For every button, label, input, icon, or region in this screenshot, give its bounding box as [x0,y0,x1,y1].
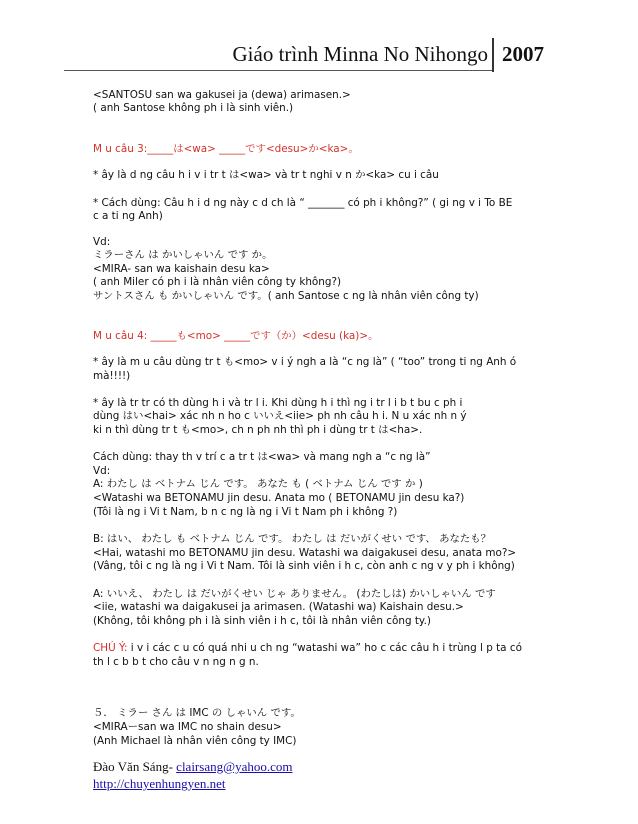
text-line: * ây là tr tr có th dùng h i và tr l i. Khi dùng h i thì ng i tr l i b t bu c ph i [93,397,463,409]
note-text: i v i các c u có quá nhi u ch ng “watashi wa” ho c các câu h i trùng l p ta có [127,642,522,654]
text-line: ５． ミラー さん は IMC の しゃいん です。 [93,707,301,719]
text-line: mà!!!!) [93,370,131,382]
text-line: <iie, watashi wa daigakusei ja arimasen. (Watashi wa) Kaishain desu.> [93,601,464,613]
text-line: (Tôi là ng i Vi t Nam, b n c ng là ng i Vi t Nam ph i không ?) [93,506,398,518]
text-line: Vd: [93,465,111,477]
text-line: <MIRAーsan wa IMC no shain desu> [93,721,282,733]
header-title: Giáo trình Minna No Nihongo [232,42,488,66]
text-line: * ây là d ng câu h i v i tr t は<wa> và tr t nghi v n か<ka> cu i câu [93,169,439,181]
text-line: B: はい、 わたし も ベトナム じん です。 わたし は だいがくせい です、 あなたも？ [93,533,492,545]
text-line: (Không, tôi không ph i là sinh viên i h c, tôi là nhân viên công ty.) [93,615,431,627]
text-line: <MIRA- san wa kaishain desu ka> [93,263,270,275]
text-line: ( anh Miler có ph i là nhân viên công ty không?) [93,276,342,288]
text-line: (Vâng, tôi c ng là ng i Vi t Nam. Tôi là sinh viên i h c, còn anh c ng v y ph i không) [93,560,515,572]
text-line: * Cách dùng: Câu h i d ng này c d ch là “ _______ có ph i không?” ( gi ng v i To BE [93,197,513,209]
text-line: (Anh Michael là nhân viên công ty IMC) [93,735,297,747]
text-line: <SANTOSU san wa gakusei ja (dewa) arimasen.> [93,89,351,101]
page-header [0,38,638,78]
header-separator [492,38,494,72]
footer-author-line [93,758,292,775]
text-line: M u câu 4: _____も<mo> _____です（か）<desu (ka)>。 [93,330,379,342]
footer-email-link[interactable]: clairsang@yahoo.com [176,759,293,774]
text-line: ( anh Santose không ph i là sinh viên.) [93,102,294,114]
text-line: dùng はい<hai> xác nh n ho c いいえ<iie> ph nh câu h i. N u xác nh n ý [93,410,467,422]
text-line: c a ti ng Anh) [93,210,163,222]
page-footer [93,758,292,792]
text-line: A: わたし は ベトナム じん です。 あなた も ( ベトナム じん です か ) [93,478,423,490]
text-line: M u câu 3:_____は<wa> _____です<desu>か<ka>。 [93,143,359,155]
note-line [93,642,522,655]
text-line: ミラーさん は かいしゃいん です か。 [93,249,273,261]
text-line: Cách dùng: thay th v trí c a tr t は<wa> và mang ngh a “c ng là” [93,451,431,463]
text-line: <Hai, watashi mo BETONAMU jin desu. Watashi wa daigakusei desu, anata mo?> [93,547,517,559]
footer-url-link[interactable]: http://chuyenhungyen.net [93,776,226,791]
text-line: * ây là m u câu dùng tr t も<mo> v i ý ngh a là “c ng là” ( “too” trong ti ng Anh ó [93,356,517,368]
note-label: CHÚ Ý: [93,642,128,654]
text-line: th l c b b t cho câu v n ng n g n. [93,656,259,668]
text-line: Vd: [93,236,111,248]
text-line: <Watashi wa BETONAMU jin desu. Anata mo ( BETONAMU jin desu ka?) [93,492,465,504]
text-line: ki n thì dùng tr t も<mo>, ch n ph nh thì ph i dùng tr t は<ha>. [93,424,423,436]
header-year: 2007 [502,42,544,66]
text-line: A: いいえ、 わたし は だいがくせい じゃ ありません。 (わたしは) かいしゃいん です [93,588,496,600]
header-rule [64,70,492,71]
text-line: サントスさん も かいしゃいん です。( anh Santose c ng là nhân viên công ty) [93,290,479,302]
footer-author: Đào Văn Sáng- [93,759,177,774]
